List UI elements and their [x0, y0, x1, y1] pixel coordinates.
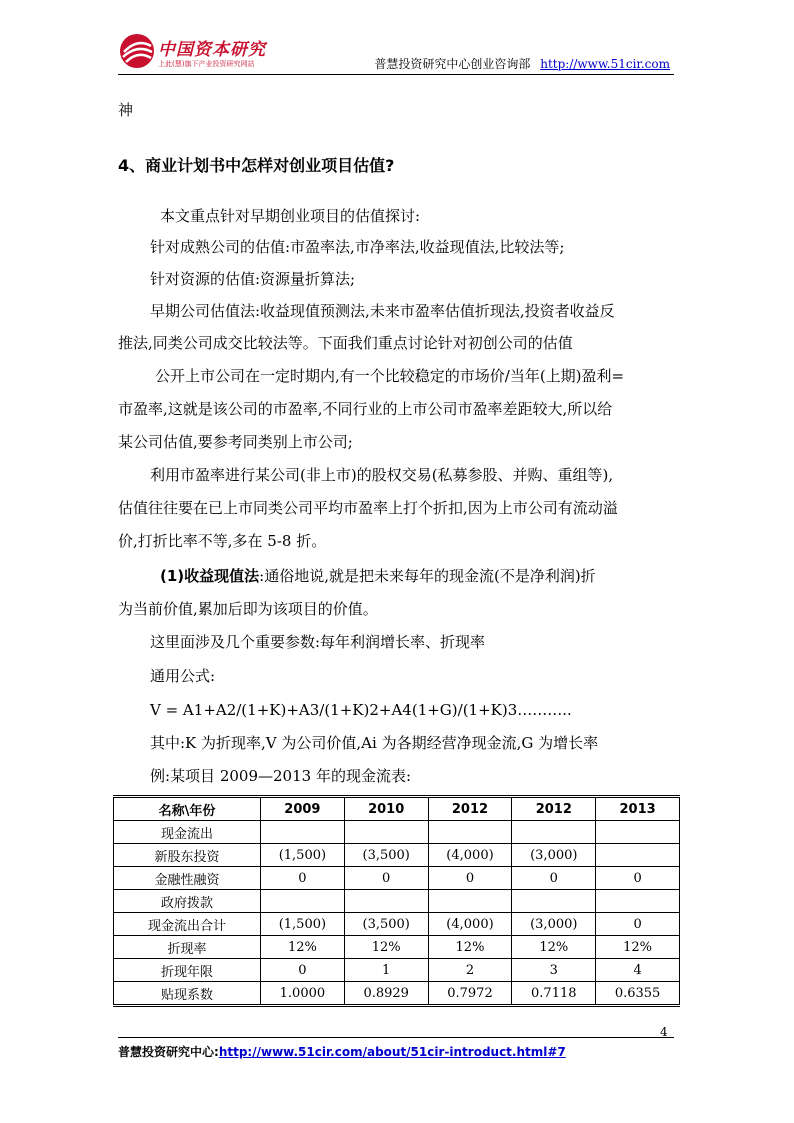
method-desc: :通俗地说,就是把未来每年的现金流(不是净利润)折	[259, 567, 596, 585]
paragraph: 市盈率,这就是该公司的市盈率,不同行业的上市公司市盈率差距较大,所以给	[118, 400, 613, 418]
table-row	[114, 936, 680, 959]
row-label-cell: 折现年限	[114, 959, 261, 982]
table-cell: (3,000)	[512, 844, 596, 867]
row-label-cell: 金融性融资	[114, 867, 261, 890]
table-header-cell: 2013	[596, 797, 680, 821]
text-line: 神	[118, 101, 134, 119]
table-cell	[596, 844, 680, 867]
header-org-name: 普慧投资研究中心创业咨询部	[374, 57, 531, 71]
row-label-cell: 新股东投资	[114, 844, 261, 867]
table-cell: 3	[512, 959, 596, 982]
paragraph: 针对成熟公司的估值:市盈率法,市净率法,收益现值法,比较法等;	[150, 238, 565, 256]
table-header-cell: 2010	[344, 797, 428, 821]
paragraph: 这里面涉及几个重要参数:每年利润增长率、折现率	[150, 633, 486, 651]
table-cell: 0	[428, 867, 512, 890]
table-cell: (1,500)	[261, 844, 345, 867]
header-org	[374, 55, 670, 72]
table-header-cell: 2012	[512, 797, 596, 821]
paragraph: 某公司估值,要参考同类别上市公司;	[118, 433, 353, 451]
paragraph: 利用市盈率进行某公司(非上市)的股权交易(私募参股、并购、重组等),	[150, 466, 614, 484]
paragraph: 为当前价值,累加后即为该项目的价值。	[118, 600, 378, 618]
footer-divider	[118, 1037, 674, 1038]
table-cell: 0	[261, 959, 345, 982]
table-cell: 12%	[428, 936, 512, 959]
table-cell: 12%	[596, 936, 680, 959]
paragraph	[160, 566, 596, 586]
formula: V = A1+A2/(1+K)+A3/(1+K)2+A4(1+G)/(1+K)3………..	[150, 701, 572, 719]
header-url-link[interactable]: http://www.51cir.com	[540, 57, 670, 71]
footer-url-link[interactable]: http://www.51cir.com/about/51cir-introduct.html#7	[218, 1045, 566, 1059]
table-cell	[261, 890, 345, 913]
paragraph: 通用公式:	[150, 667, 216, 685]
section-heading: 4、商业计划书中怎样对创业项目估值?	[118, 156, 395, 175]
table-cell: 1	[344, 959, 428, 982]
row-label-cell: 折现率	[114, 936, 261, 959]
table-cell	[261, 821, 345, 844]
table-cell: 12%	[261, 936, 345, 959]
logo-emblem-icon	[118, 32, 156, 70]
paragraph: 估值往往要在已上市同类公司平均市盈率上打个折扣,因为上市公司有流动溢	[118, 499, 618, 517]
table-cell: 0.7972	[428, 982, 512, 1006]
paragraph: 本文重点针对早期创业项目的估值探讨:	[160, 207, 421, 225]
page-header	[118, 30, 674, 75]
table-cell: 0	[596, 913, 680, 936]
table-cell: (3,500)	[344, 844, 428, 867]
table-cell	[596, 821, 680, 844]
table-row	[114, 890, 680, 913]
table-cell	[344, 890, 428, 913]
table-header-cell: 2009	[261, 797, 345, 821]
row-label-cell: 现金流出合计	[114, 913, 261, 936]
table-row	[114, 913, 680, 936]
table-cell: 0.8929	[344, 982, 428, 1006]
table-cell	[512, 890, 596, 913]
table-cell: 4	[596, 959, 680, 982]
paragraph: 公开上市公司在一定时期内,有一个比较稳定的市场价/当年(上期)盈利=	[155, 367, 625, 385]
table-row	[114, 982, 680, 1006]
paragraph: 价,打折比率不等,多在 5-8 折。	[118, 532, 327, 550]
table-body	[114, 821, 680, 1006]
table-cell: (3,500)	[344, 913, 428, 936]
table-cell: (1,500)	[261, 913, 345, 936]
paragraph: 针对资源的估值:资源量折算法;	[150, 270, 356, 288]
paragraph: 推法,同类公司成交比较法等。下面我们重点讨论针对初创公司的估值	[118, 334, 573, 352]
table-cell	[596, 890, 680, 913]
page-footer	[118, 1043, 566, 1060]
cash-flow-table	[113, 795, 680, 1007]
table-cell	[428, 890, 512, 913]
method-title: (1)收益现值法	[160, 567, 260, 585]
table-cell: 0	[596, 867, 680, 890]
paragraph: 早期公司估值法:收益现值预测法,未来市盈率估值折现法,投资者收益反	[150, 302, 615, 320]
table-header-cell: 2012	[428, 797, 512, 821]
table-cell: 0	[512, 867, 596, 890]
page-number: 4	[660, 1025, 668, 1039]
paragraph: 其中:K 为折现率,V 为公司价值,Ai 为各期经营净现金流,G 为增长率	[150, 734, 599, 752]
table-row	[114, 959, 680, 982]
table-cell	[512, 821, 596, 844]
footer-label: 普慧投资研究中心:	[118, 1045, 219, 1059]
table-cell: 12%	[344, 936, 428, 959]
table-cell: 1.0000	[261, 982, 345, 1006]
table-header-row	[114, 797, 680, 821]
table-header-cell: 名称\年份	[114, 797, 261, 821]
logo	[118, 32, 288, 70]
table-cell: 12%	[512, 936, 596, 959]
table-cell: (4,000)	[428, 844, 512, 867]
row-label-cell: 贴现系数	[114, 982, 261, 1006]
table-row	[114, 844, 680, 867]
logo-subtitle: 上此(慧)旗下产业投资研究网站	[158, 60, 255, 68]
table-row	[114, 867, 680, 890]
paragraph: 例:某项目 2009—2013 年的现金流表:	[150, 767, 411, 785]
table-cell: (4,000)	[428, 913, 512, 936]
row-label-cell: 现金流出	[114, 821, 261, 844]
row-label-cell: 政府拨款	[114, 890, 261, 913]
table-cell: 0	[344, 867, 428, 890]
table-cell	[428, 821, 512, 844]
table-cell: 0	[261, 867, 345, 890]
table-cell: 2	[428, 959, 512, 982]
logo-title: 中国资本研究	[158, 40, 266, 60]
table-cell: 0.6355	[596, 982, 680, 1006]
table-row	[114, 821, 680, 844]
table-cell: 0.7118	[512, 982, 596, 1006]
table-cell	[344, 821, 428, 844]
table-cell: (3,000)	[512, 913, 596, 936]
